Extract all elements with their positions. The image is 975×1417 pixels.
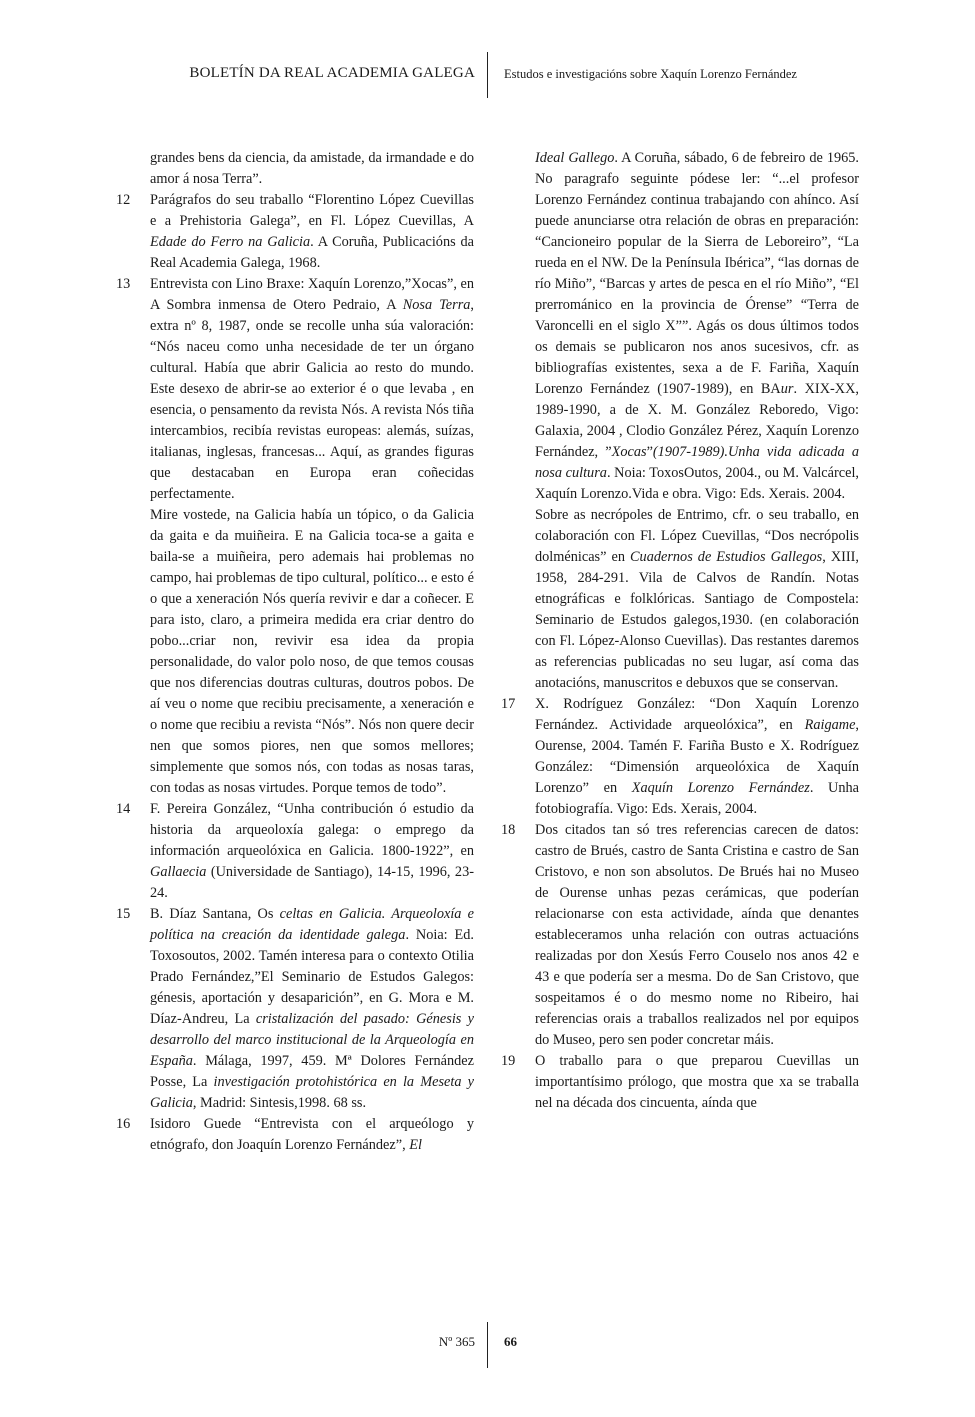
note-continuation-extra: Sobre as necrópoles de Entrimo, cfr. o seu traballo, en colaboración con Fl. López Cuevillas, “Dos necrópolis dolménicas” en Cuadernos de Estudios Gallegos, XIII, 1958, 284-291. Vila de Calvos de Randín. Notas etnográficas e folklóricas. Santiago de Compostela: Seminario de Estudos galegos,1930. (en colaboración con Fl. López-Alonso Cuevillas). Das restantes daremos as referencias publicadas no seu lugar, así coma das anotacións, manuscritos e debuxos que se conservan. [535,507,859,691]
issue-number: Nº 365 [438,1334,475,1349]
footnote-number: 14 [116,801,131,817]
footnote-15 [116,904,474,1114]
footnote-14 [116,799,474,904]
footnote-number: 17 [501,696,516,712]
footnote-16 [116,1114,474,1156]
footnote-number: 15 [116,906,131,922]
footer-divider [487,1322,488,1368]
footnote-17 [501,694,859,820]
footnote-12 [116,190,474,274]
note-continuation: Ideal Gallego. A Coruña, sábado, 6 de febreiro de 1965. No paragrafo seguinte pódese ler: “...el profesor Lorenzo Fernández continua trabajando con ahínco. Así puede anunciarse otra relación de obras en preparación: “Cancioneiro popular de la Sierra de Leboreiro”, “La rueda en el NW. De la Península Ibérica”, “las dornas de río Miño”, “Barcas y artes de pesca en el río Miño”, “El prerrománico en la provincia de Órense” “Terra de Varoncelli en el siglo X””. Agás os dous últimos todos os demais se publicaron nos anos sucesivos, cfr. as bibliografías existentes, sexa a de F. Fariña, Xaquín Lorenzo Fernández (1907-1989), en BAur. XIX-XX, 1989-1990, a de X. M. González Reboredo, Vigo: Galaxia, 2004 , Clodio González Pérez, Xaquín Lorenzo Fernández, ”Xocas”(1907-1989).Unha vida adicada a nosa cultura. Noia: ToxosOutos, 2004., ou M. Valcárcel, Xaquín Lorenzo.Vida e obra. Vigo: Eds. Xerais. 2004. [535,150,860,502]
right-column [501,148,860,1114]
footnote-text: F. Pereira González, “Unha contribución ó estudio da historia da arqueoloxía galega: o emprego da información arqueolóxica en Galicia. 1800-1922”, en Gallaecia (Universidade de Santiago), 14-15, 1996, 23-24. [150,801,474,901]
footnote-text: Isidoro Guede “Entrevista con el arqueólogo y etnógrafo, don Joaquín Lorenzo Fernández”, El [150,1116,474,1153]
left-column [116,148,474,1156]
footnote-text: X. Rodríguez González: “Don Xaquín Lorenzo Fernández. Actividade arqueolóxica”, en Raigame, Ourense, 2004. Tamén F. Fariña Busto e X. Rodríguez González: “Dimensión arqueolóxica de Xaquín Lorenzo” en Xaquín Lorenzo Fernández. Unha fotobiografía. Vigo: Eds. Xerais, 2004. [535,696,859,817]
footnote-13 [116,274,474,799]
footnote-number: 13 [116,276,131,292]
footnote-number: 19 [501,1053,516,1069]
page-number: 66 [504,1334,517,1349]
journal-title: BOLETÍN DA REAL ACADEMIA GALEGA [189,65,475,81]
footnote-number: 18 [501,822,516,838]
footnote-number: 16 [116,1116,131,1132]
page-footer [0,1322,975,1370]
footnote-text: Entrevista con Lino Braxe: Xaquín Lorenzo,”Xocas”, en A Sombra inmensa de Otero Pedraio, A Nosa Terra, extra nº 8, 1987, onde se recolle unha súa valoración: “Nós naceu como unha necesidade de ter un órgano cultural. Había que abrir Galicia ao resto do mundo. Este desexo de abrir-se ao exterior é o que levaba , en esencia, o pensamento da revista Nós. A revista Nós tiña intercambios, recibía revistas europeas: alemás, suízas, italianas, inglesas, francesas... Aquí, as grandes figuras que destacaban en Europa eran coñecidas perfectamente. [150,276,474,502]
footnote-text: Parágrafos do seu traballo “Florentino López Cuevillas e a Prehistoria Galega”, en Fl. López Cuevillas, A Edade do Ferro na Galicia. A Coruña, Publicacións da Real Academia Galega, 1968. [150,192,474,271]
running-header [0,52,975,100]
header-divider [487,52,488,98]
footnote-18 [501,820,859,1051]
footnote-text: B. Díaz Santana, Os celtas en Galicia. Arqueoloxía e política na creación da identidade galega. Noia: Ed. Toxosoutos, 2002. Tamén interesa para o contexto Otilia Prado Fernández,”El Seminario de Estudos Galegos: génesis, aportación y desaparición”, en G. Mora e M. Díaz-Andreu, La cristalización del pasado: Génesis y desarrollo del marco institucional de la Arqueología en España. Málaga, 1997, 459. Mª Dolores Fernández Posse, La investigación protohistórica en la Meseta y Galicia, Madrid: Sintesis,1998. 68 ss. [150,906,474,1111]
footnote-text-extra: Mire vostede, na Galicia había un tópico, o da Galicia da gaita e da muiñeira. E na Galicia toca-se a gaita e baila-se a muiñeira, pero ademais hai problemas no campo, hai problemas de tipo cultural, político... e esto é o que a xeneración Nós quería revivir e dar a coñecer. E para isto, claro, a primeira medida era criar dentro do pobo...criar non, revivir esa idea da propia personalidade, do valor polo noso, de que temos cousas que nos diferencias doutras culturas, doutros pobos. De aí veu o nome que recibiu precisamente, a xeneración e o nome que recibiu a revista “Nós”. Nós non quere decir nen que somos piores, nen que somos mellores; simplemente que somos nós, con todas as nosas taras, con todas as nosas virtudes. Porque temos de todo”. [150,507,474,796]
footnote-number: 12 [116,192,131,208]
footnote-text: O traballo para o que preparou Cuevillas un importantísimo prólogo, que mostra que xa se traballa nel na década dos cincuenta, aínda que [535,1053,859,1111]
footnote-text: Dos citados tan só tres referencias carecen de datos: castro de Brués, castro de Santa Cristina e castro de San Cristovo, e non son absolutos. De Brués hai no Museo de Ourense unhas pezas cerámicas, que poderían relacionarse con esta actividade, aínda que denantes estableceramos unha relación con outras actuacións realizadas por don Xesús Ferro Couselo nos anos 42 e 43 e que podería ser a mesma. Do de San Cristovo, que sospeitamos é o do mesmo nome no Ribeiro, hai referencias orais a traballos realizados nel por equipos do Museo, pero sen poder concretar máis. [535,822,859,1048]
footnote-19 [501,1051,859,1114]
note-continuation: grandes bens da ciencia, da amistade, da irmandade e do amor á nosa Terra”. [150,150,474,187]
section-title: Estudos e investigacións sobre Xaquín Lorenzo Fernández [504,67,797,81]
